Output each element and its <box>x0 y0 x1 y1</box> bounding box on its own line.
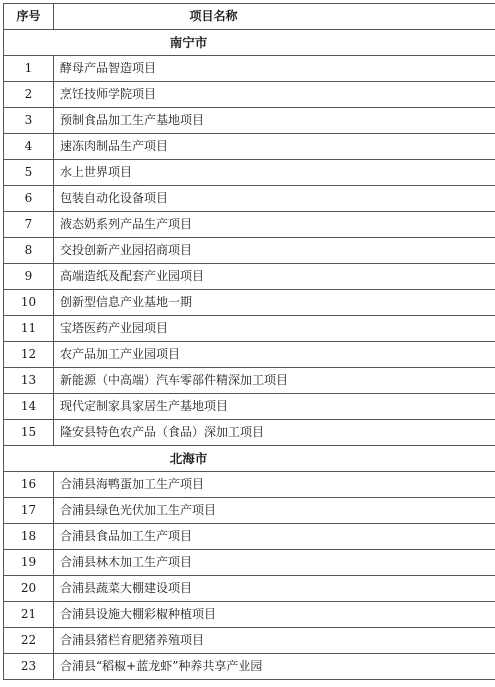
table-row <box>4 264 495 290</box>
row-name: 合浦县绿色光伏加工生产项目 <box>54 498 495 524</box>
row-name: 隆安县特色农产品（食品）深加工项目 <box>54 420 495 446</box>
row-no: 18 <box>4 524 54 550</box>
table-row <box>4 654 495 680</box>
row-name: 预制食品加工生产基地项目 <box>54 108 495 134</box>
header-name: 项目名称 <box>54 4 495 30</box>
row-name: 合浦县猪栏育肥猪养殖项目 <box>54 628 495 654</box>
table-row <box>4 576 495 602</box>
table-row <box>4 550 495 576</box>
row-no: 17 <box>4 498 54 524</box>
row-name: 新能源（中高端）汽车零部件精深加工项目 <box>54 368 495 394</box>
row-no: 2 <box>4 82 54 108</box>
row-name: 合浦县“稻椒+蓝龙虾”种养共享产业园 <box>54 654 495 680</box>
row-no: 5 <box>4 160 54 186</box>
project-table-body <box>4 4 495 680</box>
project-table <box>3 3 495 680</box>
row-no: 9 <box>4 264 54 290</box>
row-no: 16 <box>4 472 54 498</box>
row-name: 农产品加工产业园项目 <box>54 342 495 368</box>
row-name: 合浦县设施大棚彩椒种植项目 <box>54 602 495 628</box>
row-no: 14 <box>4 394 54 420</box>
table-header-row <box>4 4 495 30</box>
row-no: 6 <box>4 186 54 212</box>
row-no: 1 <box>4 56 54 82</box>
row-name: 宝塔医药产业园项目 <box>54 316 495 342</box>
row-name: 现代定制家具家居生产基地项目 <box>54 394 495 420</box>
table-row <box>4 602 495 628</box>
row-name: 交投创新产业园招商项目 <box>54 238 495 264</box>
row-name: 高端造纸及配套产业园项目 <box>54 264 495 290</box>
table-row <box>4 394 495 420</box>
row-name: 烹饪技师学院项目 <box>54 82 495 108</box>
region-row-nanning <box>4 30 495 56</box>
row-no: 11 <box>4 316 54 342</box>
table-row <box>4 420 495 446</box>
table-row <box>4 524 495 550</box>
table-row <box>4 238 495 264</box>
table-row <box>4 82 495 108</box>
table-row <box>4 290 495 316</box>
row-name: 包装自动化设备项目 <box>54 186 495 212</box>
table-row <box>4 368 495 394</box>
table-row <box>4 160 495 186</box>
row-no: 4 <box>4 134 54 160</box>
row-name: 速冻肉制品生产项目 <box>54 134 495 160</box>
table-row <box>4 108 495 134</box>
table-row <box>4 342 495 368</box>
row-name: 合浦县食品加工生产项目 <box>54 524 495 550</box>
row-no: 23 <box>4 654 54 680</box>
row-name: 液态奶系列产品生产项目 <box>54 212 495 238</box>
row-name: 创新型信息产业基地一期 <box>54 290 495 316</box>
row-name: 合浦县蔬菜大棚建设项目 <box>54 576 495 602</box>
table-row <box>4 56 495 82</box>
row-no: 21 <box>4 602 54 628</box>
table-row <box>4 134 495 160</box>
table-row <box>4 498 495 524</box>
row-no: 15 <box>4 420 54 446</box>
row-no: 20 <box>4 576 54 602</box>
row-no: 13 <box>4 368 54 394</box>
row-name: 合浦县海鸭蛋加工生产项目 <box>54 472 495 498</box>
row-no: 19 <box>4 550 54 576</box>
row-no: 22 <box>4 628 54 654</box>
row-no: 8 <box>4 238 54 264</box>
row-no: 3 <box>4 108 54 134</box>
region-row-beihai <box>4 446 495 472</box>
header-no: 序号 <box>4 4 54 30</box>
row-no: 10 <box>4 290 54 316</box>
table-row <box>4 212 495 238</box>
row-no: 12 <box>4 342 54 368</box>
table-row <box>4 472 495 498</box>
region-label: 北海市 <box>4 446 495 472</box>
row-name: 酵母产品智造项目 <box>54 56 495 82</box>
row-no: 7 <box>4 212 54 238</box>
table-row <box>4 628 495 654</box>
region-label: 南宁市 <box>4 30 495 56</box>
table-row <box>4 316 495 342</box>
table-row <box>4 186 495 212</box>
row-name: 水上世界项目 <box>54 160 495 186</box>
row-name: 合浦县林木加工生产项目 <box>54 550 495 576</box>
